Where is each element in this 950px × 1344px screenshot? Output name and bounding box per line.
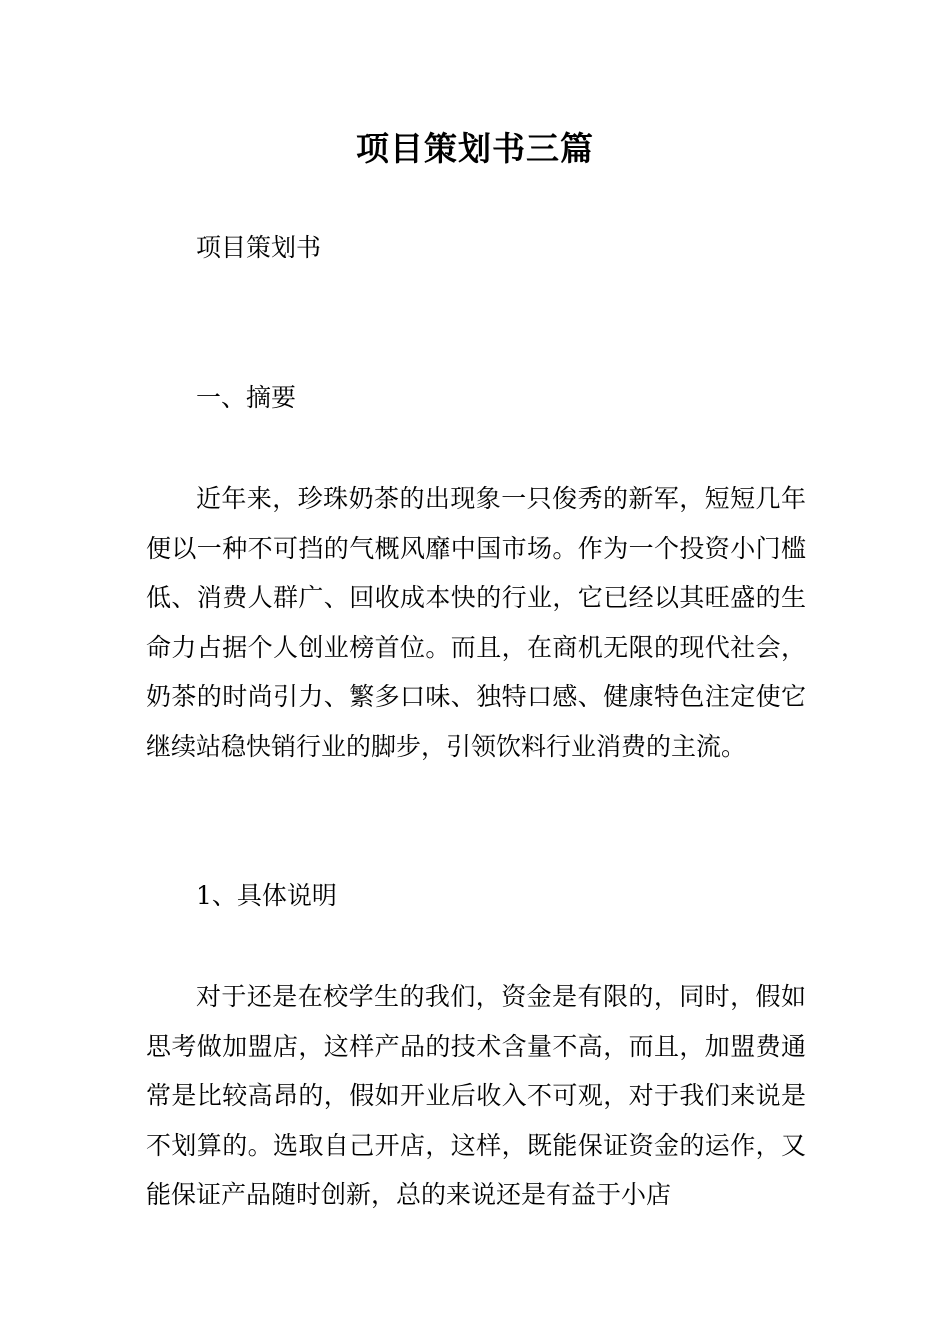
section-heading-summary: 一、摘要 [196, 383, 297, 412]
document-title: 项目策划书三篇 [356, 129, 594, 168]
document-subtitle: 项目策划书 [196, 233, 322, 262]
subsection-heading-details: 1、具体说明 [196, 881, 337, 910]
details-paragraph: 对于还是在校学生的我们，资金是有限的，同时，假如思考做加盟店，这样产品的技术含量不高，而且，加盟费通常是比较高昂的，假如开业后收入不可观，对于我们来说是不划算的。选取自己开店，这样，既能保证资金的运作，又能保证产品随时创新，总的来说还是有益于小店 [146, 982, 806, 1209]
summary-paragraph: 近年来，珍珠奶茶的出现象一只俊秀的新军，短短几年便以一种不可挡的气概风靡中国市场。作为一个投资小门槛低、消费人群广、回收成本快的行业，它已经以其旺盛的生命力占据个人创业榜首位。而且，在商机无限的现代社会，奶茶的时尚引力、繁多口味、独特口感、健康特色注定使它继续站稳快销行业的脚步，引领饮料行业消费的主流。 [146, 484, 806, 761]
